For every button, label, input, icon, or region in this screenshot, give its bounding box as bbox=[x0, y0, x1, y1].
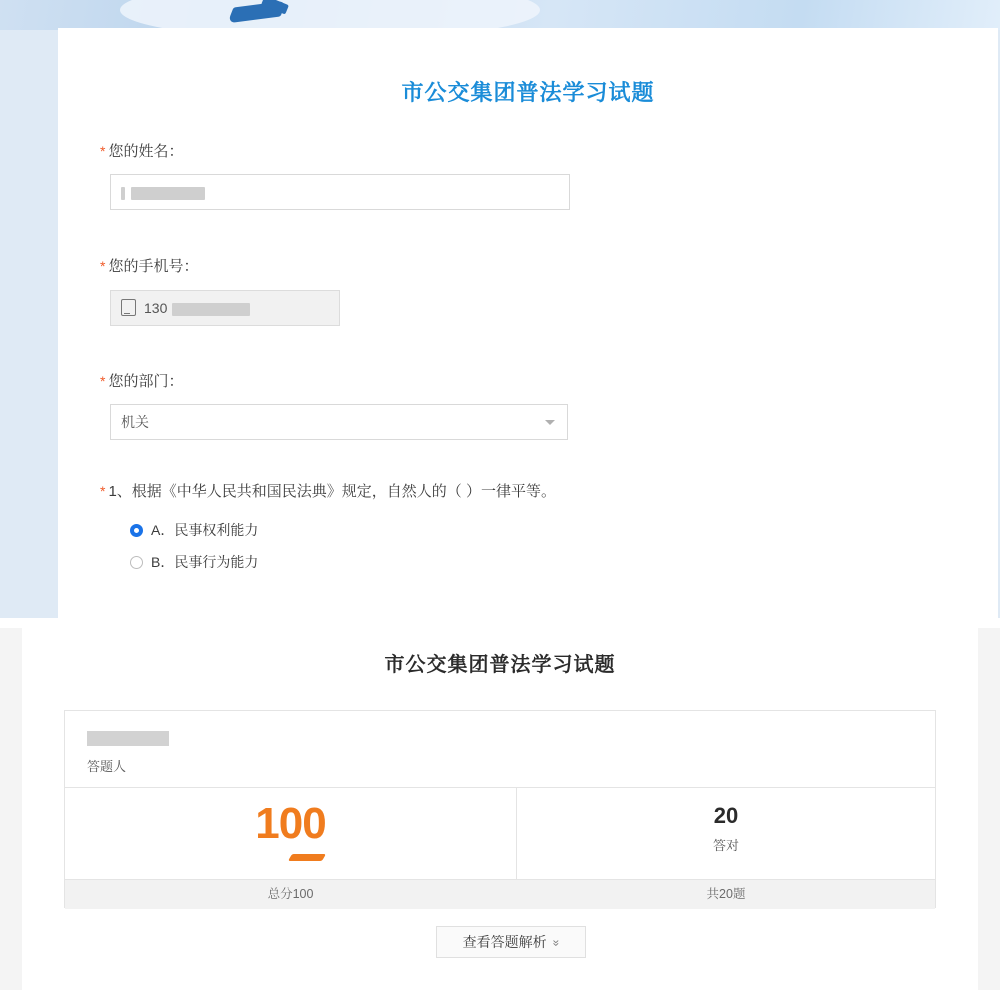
name-field-label bbox=[100, 140, 183, 161]
question-count-footer: 共20题 bbox=[706, 887, 746, 901]
chevron-double-down-icon: » bbox=[549, 939, 563, 947]
required-asterisk: * bbox=[100, 483, 106, 499]
phone-value-mask bbox=[172, 303, 250, 316]
name-input[interactable] bbox=[110, 174, 570, 210]
question-1-body: 1、根据《中华人民共和国民法典》规定，自然人的（ ）一律平等。 bbox=[108, 483, 556, 500]
required-asterisk: * bbox=[100, 143, 106, 159]
score-summary-box bbox=[64, 710, 936, 908]
view-answer-analysis-label: 查看答题解析 bbox=[462, 934, 547, 950]
correct-count-label: 答对 bbox=[712, 838, 739, 853]
summary-vertical-divider bbox=[516, 787, 517, 879]
radio-button-icon[interactable] bbox=[130, 556, 143, 569]
name-label-text: 您的姓名： bbox=[108, 143, 184, 160]
score-underline-decoration bbox=[288, 854, 326, 861]
option-b-label: B．民事行为能力 bbox=[151, 554, 259, 570]
question-1-option-a[interactable] bbox=[130, 520, 258, 540]
required-asterisk: * bbox=[100, 373, 106, 389]
phone-input[interactable] bbox=[110, 290, 340, 326]
banner-curve-shape bbox=[120, 0, 540, 30]
department-field-label bbox=[100, 370, 183, 391]
correct-count-value: 20 bbox=[713, 803, 739, 828]
name-value-mask bbox=[131, 187, 205, 200]
department-label-text: 您的部门： bbox=[108, 373, 184, 390]
form-card bbox=[58, 28, 998, 618]
form-title: 市公交集团普法学习试题 bbox=[401, 80, 655, 105]
chevron-down-icon[interactable] bbox=[545, 420, 555, 425]
mobile-phone-icon bbox=[121, 299, 136, 316]
phone-value: 130 bbox=[144, 300, 168, 316]
respondent-label: 答题人 bbox=[87, 759, 127, 774]
summary-footer-strip bbox=[65, 879, 935, 909]
respondent-name-mask bbox=[87, 731, 169, 746]
result-card bbox=[22, 628, 978, 990]
required-asterisk: * bbox=[100, 258, 106, 274]
summary-horizontal-divider bbox=[65, 787, 935, 788]
view-answer-analysis-button[interactable] bbox=[436, 926, 586, 958]
total-score-value: 100 bbox=[255, 799, 326, 848]
option-a-label: A．民事权利能力 bbox=[151, 522, 259, 538]
total-score-footer: 总分100 bbox=[267, 887, 314, 901]
department-selected-value: 机关 bbox=[121, 414, 149, 430]
phone-label-text: 您的手机号： bbox=[108, 258, 199, 275]
phone-field-label bbox=[100, 255, 198, 276]
department-select[interactable] bbox=[110, 404, 568, 440]
screenshot-separator bbox=[0, 618, 1000, 628]
radio-button-selected-icon[interactable] bbox=[130, 524, 143, 537]
question-1-option-b[interactable] bbox=[130, 552, 258, 572]
result-title: 市公交集团普法学习试题 bbox=[384, 654, 616, 676]
result-screenshot-panel bbox=[0, 628, 1000, 990]
decorative-banner bbox=[0, 0, 1000, 30]
name-value-mask-caret bbox=[121, 187, 125, 200]
question-1-text bbox=[100, 480, 930, 503]
